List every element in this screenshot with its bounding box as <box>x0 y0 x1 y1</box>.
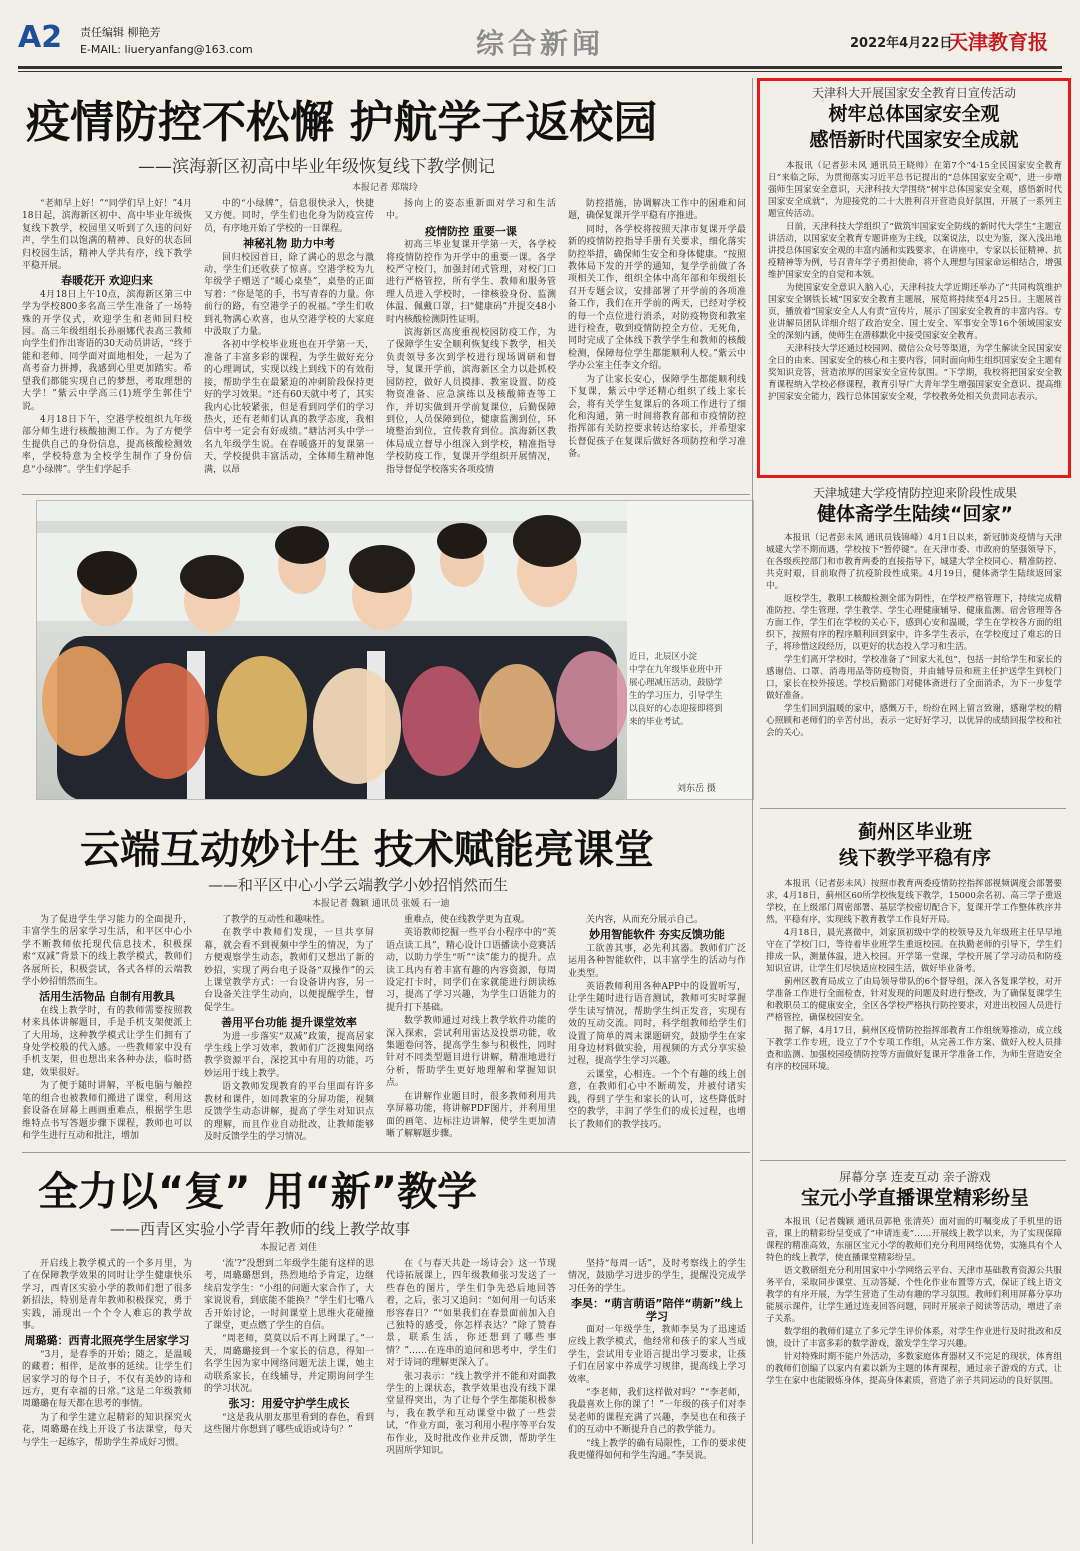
paragraph: 据了解，4月17日，蓟州区疫情防控指挥部教育工作组统筹推动，成立线下教学工作专班，设立了7个专项工作组，从完善工作方案、做好入校人员排查和监测、加强校园疫情防控等方面做好复课开学准备工作，为师生营造安全有序的校园环境。 <box>766 1026 1062 1072</box>
subheading: 张习：用爱守护学生成长 <box>228 1397 350 1411</box>
editor-info <box>80 24 253 58</box>
paragraph: “线上教学的确有局限性，工作的要求使我更懂得如何和学生沟通。”李昊说。 <box>568 1438 746 1462</box>
paragraph: 本报讯（记者彭未风）按照市教育两委疫情防控指挥部视频调度会部署要求，4月18日，蓟州区60所学校恢复线下教学，15000余名初、高三学子重返学校，在上级部门周密部署、基层学校密切配合下，复课开学工作整体秩序井然，平稳有序，实现线下教育教学工作良好开局。 <box>766 879 1062 925</box>
article1-column-1 <box>22 198 192 488</box>
paragraph: 同时，各学校将按照天津市复课开学最新的疫情防控指导手册有关要求，细化落实防控举措，确保师生安全和身体健康。“按照教体局下发的开学的通知，复学学前做了各项相关工作，组织全体中高年部和年级组长召开专题会议，安排部署了开学前的各项准备工作，我们在开学前的两天，已经对学校的每一个点位进行消杀，对防疫物资和教室进行检查，敬到疫情防控全方位、无死角，同时完成了全体线下教学学生和教师的核酸检测，保障每位学生都能顺利人校。”紫云中学办公室主任李文介绍。 <box>568 224 746 372</box>
paragraph: “3月，是春季的开始；随之，是温暖的藏着；相伴，是故事的延续。让学生们居家学习的每个日子，不仅有美妙的诗和远方，更有幸福的日常。”这是二年级教师周璐璐在每天都在思考的事情。 <box>22 1349 192 1410</box>
masthead-rule <box>18 66 1062 69</box>
paragraph: 在教学中教师们发现，一旦共享屏幕，就会看不到视频中学生的情况，为了方便观察学生动态，教师们又想出了新的妙招，实现了两台电子设备“双操作”的云上课堂教学方式：一台设备讲内容，另一台设备关注学生动向，以便提醒学生，督促学生。 <box>204 928 374 1013</box>
section-divider <box>22 1152 750 1153</box>
paragraph: 天津科技大学还通过校园网、微信公众号等渠道，为学生解读全民国家安全日的由来、国家安全的核心和主要内容，同时面向师生组织国家安全主题有奖知识竞答，营造浓厚的国家安全宣传氛围。“下学期，我校将把国家安全教育课程纳入学校必修课程，教育引导广大青年学生增强国家安全意识、提高维护国家安全能力，践行总体国家安全观，学校教务处相关负责同志表示。 <box>768 344 1062 402</box>
paragraph: 初高三毕业复课开学第一天，各学校将疫情防控作为开学中的重要一课。各学校严守校门，加强封闭式管理，对校门口进行严格管控，所有学生、教师和服务管理人员进入学校时，一律核验身份、监测体温、佩戴口罩，扫“健康码”并提交48小时内核酸检测阴性证明。 <box>386 240 556 325</box>
section-title: 综合新闻 <box>475 27 604 60</box>
subheading: 妙用智能软件 夯实反馈功能 <box>589 928 725 942</box>
paragraph: 4月18日上午10点，滨海新区第三中学为学校800多名高三学生准备了一场特殊的开学仪式，欢迎学生和老师回归校园。高三年级组组长孙丽娜代表高三教师向学生们作出寄语的30天动员讲话，“终于能和老师、同学面对面地相处，一起为了高考奋力拼搏，我感到心里更加踏实。希望我们都能实现自己的梦想，考取理想的大学！”紫云中学高三(1)班学生郭佳宁说。 <box>22 289 192 412</box>
article3-column-4 <box>568 1258 746 1542</box>
paragraph: 重难点，使在线教学更为直观。 <box>404 915 531 925</box>
sidebar4-body <box>766 1216 1062 1542</box>
sidebar4-title: 宝元小学直播课堂精彩纷呈 <box>800 1187 1029 1209</box>
paragraph: 本报讯（记者彭未风 通讯员钱锦峰）4月1日以来，新冠肺炎疫情与天津城建大学不期而遇，学校按下“暂停键”。在天津市委、市政府的坚强领导下，在各级疾控部门和市教育两委的直接指导下，城建大学全校同心、精准防控、共克时艰，目前取得了抗疫阶段性成果。4月19日，健体斋学生陆续返回家中。 <box>766 533 1062 591</box>
subheading: 疫情防控 重要一课 <box>425 224 517 238</box>
paragraph: “这是我从朋友那里看到的春色，看到这些图片你想到了哪些成语或诗句？” <box>204 1412 374 1436</box>
sidebar2-title: 健体斋学生陆续“回家” <box>817 503 1013 525</box>
paragraph: 回归校园首日，除了满心的思念与激动，学生们还收获了惊喜。空港学校为九年级学子赠送了“暖心桌垫”，桌垫的正面写着：“你是笔的手，书写青春的力量。你前行的路，有空港学子的祝福。”学生们收到礼物满心欢喜，也从空港学校的大家庭中汲取了力量。 <box>204 252 374 338</box>
paragraph: 针对特殊时期不能户外活动，多数家庭体育器材又不完足的现状，体育组的教师们创编了以家内有素以新为主题的体育课程，通过亲子游戏的方式，让学生在家中也能锻炼身体，提高身体素质，营造了亲子共同运动的良好氛围。 <box>766 1352 1062 1386</box>
newspaper-brand-logo: 天津教育报 <box>948 30 1048 54</box>
sidebar1-title-line1: 树牢总体国家安全观 <box>828 103 1000 125</box>
paragraph: 了教学的互动性和趣味性。 <box>222 915 331 925</box>
sidebar3-body <box>766 878 1062 1154</box>
sidebar-divider <box>760 808 1066 809</box>
paragraph: 数学教师通过对线上教学软件功能的深入探索，尝试利用雷达及投票功能，收集题卷问答，提高学生参与积极性，同时针对不同类型题目进行讲解，精准地进行分析，帮助学生更好地理解和掌握知识点。 <box>386 1016 556 1089</box>
paragraph: 英语教师挖掘一些平台小程序中的“英语点读工具”，精心设计口语播读小竞赛活动，以助力学生“听”“读”能力的提升。点读工具内有着丰富有趣的内容资源，每周设定打卡时，同学们在家就能进行朗读练习，提高了学习兴趣，为学生口语能力的提升打下基础。 <box>386 928 556 1013</box>
paragraph: 学生们离开学校时，学校准备了“回家大礼包”，包括一封给学生和家长的感谢信、口罩、消毒用品等防疫物资，并由辅导员和班主任护送学生到校门口，家长在校外接送。学校后勤部门对健体斋进行了全面消杀，为下一步复学做好准备。 <box>766 655 1062 701</box>
photo-caption-line: 来的毕业考试。 <box>629 717 689 727</box>
subheading: 善用平台功能 提升课堂效率 <box>221 1016 357 1030</box>
paragraph: ‘流’?”没想到二年级学生能有这样的思考，周璐璐想到，热烈地给予肯定，边继续启发学生：“小组的问题大家合作了，大家说说看，到底能不能换？”学生们七嘴八舌开始讨论，一时间课堂上思维火花碰撞了课堂，更点燃了学生的自信。 <box>204 1259 374 1332</box>
article2-byline: 本报记者 魏颖 通讯员 张媛 石一迪 <box>312 899 450 909</box>
paragraph: “老师早上好！”“同学们早上好！”4月18日起，滨海新区初中、高中毕业年级恢复线下教学，校园里又听到了久违的问好声，学生们以饱满的精神、良好的状态回归校园生活，精神人学共有序，线下教学平稳开展。 <box>22 199 192 272</box>
paragraph: 为了让家长安心，保障学生都能顺利线下复课，紫云中学还精心组织了线上家长会，将有关学生复课后的各项工作进行了细化和沟通，第一时间将教育部和市疫情防控指挥部有关防控要求转达给家长，并希望家长督促孩子在复课后做好各项防控和学习准备。 <box>568 374 746 460</box>
column-rule <box>752 78 753 1544</box>
email-line: E-MAIL: liueryanfang@163.com <box>80 43 253 56</box>
sidebar3-title-line1: 蓟州区毕业班 <box>857 821 972 843</box>
paragraph: 滨海新区高度重视校园防疫工作，为了保障学生安全顺利恢复线下教学，相关负责领导多次到学校进行现场调研和督导，复课开学前，滨海新区全力以赴抓校园防控，做好人员摸排、教室设置、防疫物资准备、应急演练以及核酸筛查等工作，并切实做到开学前复课位，后勤保障到位，人员保障到位，健康监测到位，环境整治到位，宣传教育到位。滨海新区教体局成立督导小组深入到学校，精准指导学校防疫工作，复课开学组织开展情况，指导督促学校落实各项疫情 <box>386 328 556 475</box>
photo-credit: 刘东岳 摄 <box>677 784 716 794</box>
sidebar1-kicker: 天津科大开展国家安全教育日宣传活动 <box>811 86 1016 100</box>
paragraph: 日前，天津科技大学组织了“做筑牢国家安全防线的新时代大学生”主题宣讲活动，以国家安全教育专题讲座为主线，以案说法，以史为鉴，深入浅出地讲授总体国家安全观的丰富内涵和实践要求，在讲座中，专家以长征精神、抗疫精神等为例，号召青年学子勇担使命，将个人理想与国家命运相结合，增强维护国家安全的自觉和本领。 <box>768 222 1062 280</box>
article2-title: 云端互动妙计生 技术赋能亮课堂 <box>80 827 654 873</box>
paragraph: 在《与春天共赴一场诗会》这一节现代诗拓展课上，四年级教师张习发送了一些春色的图片，学生们争先恐后地回答着，之后，张习又追问：“如何用一句话来形容春日？”“如果我们在春景面前加入自己独特的感受，你怎样表达？”除了赞春景，联系生活，你还想到了哪些事情？”……在连串的追问和思考中，学生们对于诗词的理解更深入了。 <box>386 1259 556 1369</box>
article1-column-4 <box>568 198 746 488</box>
article3-column-1 <box>22 1258 192 1542</box>
sidebar2-kicker: 天津城建大学疫情防控迎来阶段性成果 <box>812 486 1017 500</box>
issue-date: 2022年4月22日 <box>850 36 953 51</box>
photo-caption-line: 展心理减压活动，鼓励学 <box>629 678 723 688</box>
paragraph: 开启线上教学模式的一个多月里，为了在保障教学效果的同时让学生健康快乐学习，西青区实验小学的教师们想了很多新招法，特别是青年教师积极探究，勇于实践，涌现出一个个令人难忘的教学故事。 <box>22 1259 192 1332</box>
paragraph: 各初中学校毕业班也在开学第一天，准备了丰富多彩的课程，为学生做好充分的心理调试，实现以线上到线下的有效衔接，帮助学生在最紧迫的冲刺阶段保持更好的学习效果。“还有60天就中考了，其实我内心比较紧张，但是看到同学们的学习热火，还有老师们认真的教学态度，我相信中考一定会有好成绩。”塘沽河头中学一名九年级学生说。在春暖盛开的复课第一天，学校提供丰富活动，全体师生精神饱满，以昂 <box>204 340 374 475</box>
paragraph: 工欲善其事，必先利其器。教师们广泛运用各种智能软件，以丰富学生的活动与作业类型。 <box>568 943 746 979</box>
sidebar1-body <box>768 160 1062 472</box>
paragraph: 为进一步落实“双减”政策，提高居家学生线上学习效率，教师们广泛搜集网络教学资源平台，深挖其中有用的功能，巧妙运用于线上教学。 <box>204 1031 374 1079</box>
paragraph: 4月18日下午，空港学校组织九年级部分师生进行核酸抽测工作。为了方便学生提供自己的身份信息，提高核酸检测效率，学校特意为全校学生制作了身份信息“小绿牌”。学生们学起手 <box>22 414 192 475</box>
subheading: 周璐璐：西青北照亮学生居家学习 <box>24 1334 190 1348</box>
paragraph: 返校学生，教职工核酸检测全部为阴性，在学校严格管理下，持续完成精准防控、学生管理、学生教学、学生心理健康辅导、健康监测、宿舍管理等各方面工作，学生们在学校的关心下，感到心安和温暖，学生在学校各方面的组织下，按照有序的程序顺利回到家中，许多学生表示，在学校度过了难忘的日子，将珍惜这段经历，以更好的状态投入学习和生活。 <box>766 594 1062 652</box>
article2-column-3 <box>386 914 556 1146</box>
section-divider <box>22 494 750 495</box>
paragraph: 扬向上的姿态重新面对学习和生活中。 <box>386 199 556 222</box>
article3-byline: 本报记者 刘佳 <box>260 1243 317 1253</box>
paragraph: 张习表示：“线上教学并不能和对面教学生的上课状态，教学效果也没有线下课堂显得突出，为了让每个学生都能积极参与，我在教学和互动课堂中做了一些尝试，“作业方面，张习利用小程序等平台发布作业，及时批改作业并反馈，帮助学生巩固所学知识。 <box>386 1371 556 1457</box>
paragraph: 云课堂，心相连。一个个有趣的线上创意，在教师们心中不断萌发，并被付诸实践，得到了学生和家长的认可，这些降低时空的教学，丰润了学生们的成长过程，也增长了教师们的教学技巧。 <box>568 1069 746 1130</box>
article2-subtitle: ——和平区中心小学云端教学小妙招悄然而生 <box>208 876 509 894</box>
subheading: 活用生活物品 自制有用教具 <box>39 990 175 1004</box>
paragraph: 语文教研组充分利用国家中小学网络云平台、天津市基础教育资源公共服务平台，采取同步课堂、互动答疑、个性化作业布置等方式，保证了线上语文教学的有序开展，为学生营造了生动有趣的学习氛围。教师们利用屏幕分享功能展示课件，让学生通过连麦回答问题，同时开展亲子阅读等活动，增进了亲子关系。 <box>766 1266 1062 1324</box>
paragraph: 本报讯（记者魏颖 通讯员郭艳 张清英）面对面的叮嘱变成了手机里的语音，课上的精彩纷呈变成了“申请连麦”……开展线上教学以来，为了实现保障课程的精准高效，东丽区宝元小学的教师们充分利用网络优势，实施具有个人特色的线上教学，使直播课堂精彩纷呈。 <box>766 1217 1062 1263</box>
paragraph: “李老师，我们这样做对吗？”“李老师，我最喜欢上你的课了！”一年级的孩子们对李昊老师的课程充满了兴趣，李昊也在和孩子们的互动中不断提升自己的教学能力。 <box>568 1388 746 1436</box>
article1-column-3 <box>386 198 556 488</box>
photo-caption-line: 近日，北辰区小淀 <box>629 652 698 662</box>
subheading: 春暖花开 欢迎归来 <box>61 274 153 288</box>
paragraph: 学生们回到温暖的家中，感慨万千，纷纷在网上留言致谢，感谢学校的精心照顾和老师们的辛苦付出，表示一定好好学习，以优异的成绩回报学校和社会的关心。 <box>766 704 1062 738</box>
sidebar2-body <box>766 532 1062 800</box>
article2-column-1 <box>22 914 192 1146</box>
paragraph: 为了便于随时讲解，平板电脑与触控笔的组合也被教师们搬进了课堂，利用这套设备在屏幕上画画重难点，根据学生思维特点书写答题步骤下课程，教师也可以和学生进行互动和批注，增加 <box>22 1081 192 1141</box>
paragraph: 语文教师发现教育的平台里面有许多教材和课件，如同教室的分屏功能，视频反馈学生动态讲解，提高了学生对知识点的理解，而且作业自动批改，让教师能够及时反馈学生的学习情况。 <box>204 1082 374 1142</box>
editor-line: 责任编辑 柳艳芳 <box>80 26 161 39</box>
paragraph: 数学组的教师们建立了多元学生评价体系，对学生作业进行及时批改和反馈，设计了丰富多彩的数学游戏，激发学生学习兴趣。 <box>766 1327 1062 1349</box>
paragraph: “周老师，莫莫以后不再上网课了。”一天，周璐璐接到一个家长的信息，得知一名学生因为家中网络问题无法上课，她主动联系家长，在线辅导，并定期询问学生的学习状况。 <box>204 1334 374 1395</box>
paragraph: 关内容，从而充分展示自己。 <box>586 915 704 925</box>
article3-subtitle: ——西青区实验小学青年教师的线上教学故事 <box>110 1220 411 1238</box>
article1-subtitle: ——滨海新区初高中毕业年级恢复线下教学侧记 <box>138 157 495 177</box>
article1-column-2 <box>204 198 374 488</box>
paragraph: 中的“小绿牌”，信息很快录入，快捷又方便。同时，学生们也化身为防疫宣传员，有序地开始了学校的一日课程。 <box>204 199 374 234</box>
article2-column-2 <box>204 914 374 1146</box>
photo-caption-line: 以良好的心态迎接即将到 <box>629 704 723 714</box>
article1-byline: 本报记者 郑瑞玲 <box>352 183 418 193</box>
article3-column-3 <box>386 1258 556 1542</box>
photo-caption <box>629 651 747 729</box>
masthead-rule-thin <box>18 71 1062 72</box>
subheading: 神秘礼物 助力中考 <box>243 237 335 251</box>
paragraph: 在讲解作业题目时，很多教师利用共享屏幕功能，将讲解PDF图片，并利用里面的画笔、边标注边讲解，使学生更加清晰了解解题步骤。 <box>386 1091 556 1139</box>
paragraph: 坚持“每周一话”，及时考察线上的学生情况，鼓励学习进步的学生，提醒没完成学习任务的学生。 <box>568 1259 746 1294</box>
paragraph: 在线上教学时，有的教师需要按照教材来具体讲解题目，手是手机支架便派上了大用场，这种教学模式让学生们拥有了身处学校般的代入感。一些教师家中没有手机支架，但也想出来各种办法，临时搭建，效果很好。 <box>22 1005 192 1078</box>
paragraph: 为了和学生建立起精彩的知识探究火花，周璐璐在线上开设了书法课堂，每天与学生一起练字，帮助学生养成好习惯。 <box>22 1412 192 1448</box>
article3-title: 全力以“复” 用“新”教学 <box>38 1169 478 1215</box>
sidebar-divider <box>760 1160 1066 1161</box>
students-photo <box>36 500 754 800</box>
paragraph: 为使国家安全意识入脑入心，天津科技大学近期还举办了“共同构筑维护国家安全钢铁长城”国家安全教育主题展，展览将持续至4月25日。主题展首页，播放着“国家安全人人有责”宣传片，展示了国家安全教育的丰富内容。专业讲解员团队详细介绍了政治安全、国土安全、军事安全等16个领域国家安全的深刻内涵，使师生在潜移默化中接受国家安全教育。 <box>768 283 1062 341</box>
photo-caption-line: 生的学习压力，引导学生 <box>629 691 723 701</box>
paragraph: 英语教师利用各种APP中的设置听写，让学生随时进行语音测试，教师可实时掌握学生读写情况，帮助学生纠正发音，实现有效的互动交流。同时，科学组教师给学生们设置了简单的周末课题研究，鼓励学生在家用身边材料做实验，用视频的方式分享实验过程，提高学生学习兴趣。 <box>568 982 746 1067</box>
paragraph: 蓟州区教育局成立了由局领导带队的6个督导组，深入各复课学校，对开学准备工作进行全面检查，针对发现的问题及时进行整改，为了确保复课学生和教职员工的健康安全，全区各学校严格执行防控要求，对进出校园人员进行严格管控，确保校园安全。 <box>766 977 1062 1023</box>
paragraph: 4月18日，晨光熹微中，刘家顶初级中学的校领导及九年级班主任早早地守在了学校门口，等待着毕业班学生重返校园。在执勤老师的引导下，学生们排成一队，测量体温，进入校园。开学第一堂课，学校开展了学习动员和防疫知识宣讲，让学生们尽快适应校园生活，做好毕业备考。 <box>766 928 1062 974</box>
paragraph: 面对一年级学生，教师李昊为了迅速适应线上教学模式，他经常和孩子的家人当成学生，尝试用专业语言提出学习要求，让孩子们在居家中养成学习规律，提高线上学习效率。 <box>568 1325 746 1385</box>
article3-column-2 <box>204 1258 374 1542</box>
article2-column-4 <box>568 914 746 1146</box>
sidebar1-title-line2: 感悟新时代国家安全成就 <box>809 129 1019 151</box>
photo-caption-line: 中学在九年级毕业班中开 <box>629 665 723 675</box>
paragraph: 为了促进学生学习能力的全面提升，丰富学生的居家学习生活，和平区中心小学不断教师依托现代信息技术，积极探索“双减”背景下的线上教学模式，教师们各展所长，积极尝试，各式各样的云端教学小妙招悄然而生。 <box>22 915 192 988</box>
subheading: 李昊：“萌言萌语”陪伴“萌新”线上学习 <box>571 1297 743 1323</box>
sidebar3-title-line2: 线下教学平稳有序 <box>838 847 991 869</box>
page-number: A2 <box>18 20 63 55</box>
paragraph: 防控措施，协调解决工作中的困难和问题，确保复课开学平稳有序推进。 <box>568 199 746 222</box>
article1-title: 疫情防控不松懈 护航学子返校园 <box>26 97 658 148</box>
paragraph: 本报讯（记者彭未风 通讯员王晓帅）在第7个“4·15全民国家安全教育日”来临之际，为贯彻落实习近平总书记提出的“总体国家安全观”，进一步增强师生国家安全意识，天津科技大学围绕“树牢总体国家安全观，感悟新时代国家安全成就”，为迎接党的二十大胜利召开营造良好氛围，开展了一系列主题宣传活动。 <box>768 161 1062 219</box>
sidebar4-kicker: 屏幕分享 连麦互动 亲子游戏 <box>839 1170 991 1184</box>
